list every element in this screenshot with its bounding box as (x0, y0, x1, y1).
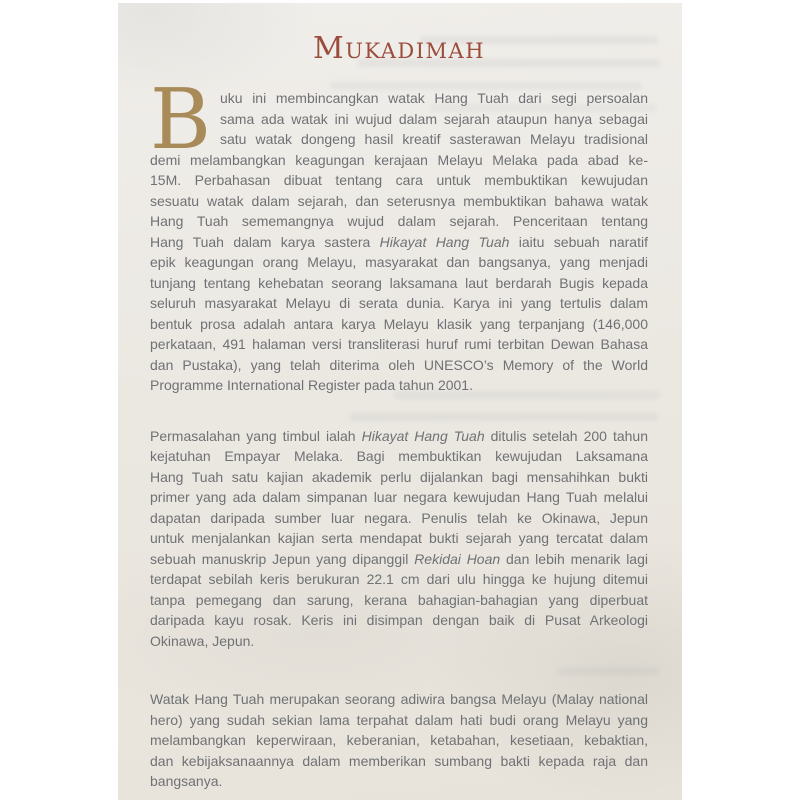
text-line (150, 549, 648, 570)
text-segment: seluruh masyarakat Melayu di serata dunia. Karya ini yang tertulis dalam (150, 295, 648, 311)
text-line (150, 293, 648, 314)
text-line (150, 252, 648, 273)
text-segment: Hang Tuah sememangnya wujud dalam sejarah. Penceritaan tentang (150, 213, 648, 229)
text-segment: melambangkan keperwiraan, keberanian, ketabahan, kesetiaan, kebaktian, (150, 732, 648, 748)
text-line (150, 88, 648, 109)
page-content (118, 3, 682, 800)
text-segment: ditulis setelah 200 tahun (484, 427, 648, 444)
italic-text-segment: Hikayat Hang Tuah (361, 427, 485, 444)
text-segment: kejatuhan Empayar Melaka. Bagi membuktikan kewujudan Laksamana (150, 448, 648, 464)
italic-text-segment: Rekidai Hoan (414, 550, 501, 567)
paragraph-3 (150, 689, 648, 792)
text-line (150, 610, 648, 631)
text-segment: tanpa pemegang dan sarung, kerana bahagian-bahagian yang diperbuat (150, 591, 648, 608)
text-segment: uku ini membincangkan watak Hang Tuah dari segi persoalan (220, 90, 648, 106)
text-segment: sama ada watak ini wujud dalam sejarah ataupun hanya sebagai (220, 110, 648, 127)
text-segment: sesuatu watak dalam sejarah, dan seterusnya membuktikan bahawa watak (150, 192, 648, 209)
text-segment: primer yang ada dalam simpanan luar negara kewujudan Hang Tuah melalui (150, 489, 648, 505)
book-page (118, 3, 682, 800)
text-line (150, 689, 648, 710)
text-segment: terdapat sebilah keris berukuran 22.1 cm dari ulu hingga ke hujung ditemui (150, 571, 648, 587)
text-segment: satu watak dongeng hasil kreatif sasterawan Melayu tradisional (220, 131, 648, 147)
paragraph-1 (150, 71, 648, 396)
text-line (150, 273, 648, 294)
text-segment: dan lebih menarik lagi (500, 550, 648, 567)
text-segment: bangsanya. (150, 773, 223, 789)
text-segment: sebuah manuskrip Jepun yang dipanggil (150, 550, 415, 567)
text-line (150, 446, 648, 467)
text-line (150, 314, 648, 335)
text-segment: Hang Tuah satu kajian akademik perlu dijalankan bagi mensahihkan bukti (150, 468, 648, 485)
text-segment: Okinawa, Jepun. (150, 632, 255, 649)
text-line (150, 751, 648, 772)
text-line (150, 730, 648, 751)
text-line (150, 375, 648, 396)
text-line (150, 710, 648, 731)
text-segment: tunjang tentang kehebatan seorang laksamana laut berdarah Bugis kepada (150, 274, 648, 291)
text-line (150, 150, 648, 171)
text-line (150, 426, 648, 447)
text-line (150, 569, 648, 590)
drop-cap-letter: B (150, 71, 211, 168)
text-segment: hero) yang sudah sekian lama terpahat dalam hati budi orang Melayu yang (150, 711, 648, 728)
text-segment: bentuk prosa adalah antara karya Melayu klasik yang terpanjang (146,000 (150, 315, 648, 332)
text-line (150, 590, 648, 611)
text-line (150, 191, 648, 212)
paragraph-2 (150, 426, 648, 652)
text-line (150, 467, 648, 488)
text-segment: Watak Hang Tuah merupakan seorang adiwira bangsa Melayu (Malay national (150, 691, 648, 707)
text-line (150, 334, 648, 355)
text-segment: untuk menjalankan kajian serta mendapat bukti sejarah yang tercatat dalam (150, 530, 648, 546)
text-segment: dan kebijaksanaannya dalam memberikan sumbang bakti kepada raja dan (150, 752, 648, 769)
text-segment: Permasalahan yang timbul ialah (150, 427, 362, 444)
text-segment: iaitu sebuah naratif (509, 233, 648, 250)
text-segment: demi melambangkan keagungan kerajaan Melayu Melaka pada abad ke- (150, 151, 648, 168)
text-segment: perkataan, 491 halaman versi transliterasi huruf rumi terbitan Dewan Bahasa (150, 336, 648, 352)
text-segment: dan Pustaka), yang telah diterima oleh UNESCO’s Memory of the World (150, 356, 648, 373)
text-line (150, 232, 648, 253)
text-segment: epik keagungan orang Melayu, masyarakat dan bangsanya, yang menjadi (150, 254, 648, 270)
text-line (150, 487, 648, 508)
text-line (150, 129, 648, 150)
text-line (150, 355, 648, 376)
text-line (150, 508, 648, 529)
page-title: MUKADIMAH (312, 31, 486, 66)
text-segment: Hang Tuah dalam karya sastera (150, 233, 380, 250)
text-segment: daripada kayu rosak. Keris ini disimpan dengan baik di Pusat Arkeologi (150, 612, 648, 628)
text-line (150, 211, 648, 232)
text-line (150, 109, 648, 130)
text-line (150, 631, 648, 652)
text-segment: dapatan daripada sumber luar negara. Penulis telah ke Okinawa, Jepun (150, 509, 648, 526)
text-segment: Programme International Register pada tahun 2001. (150, 377, 473, 393)
text-line (150, 528, 648, 549)
text-line (150, 771, 648, 792)
text-line (150, 170, 648, 191)
text-segment: 15M. Perbahasan dibuat tentang cara untuk membuktikan kewujudan (150, 172, 648, 188)
italic-text-segment: Hikayat Hang Tuah (379, 233, 510, 250)
